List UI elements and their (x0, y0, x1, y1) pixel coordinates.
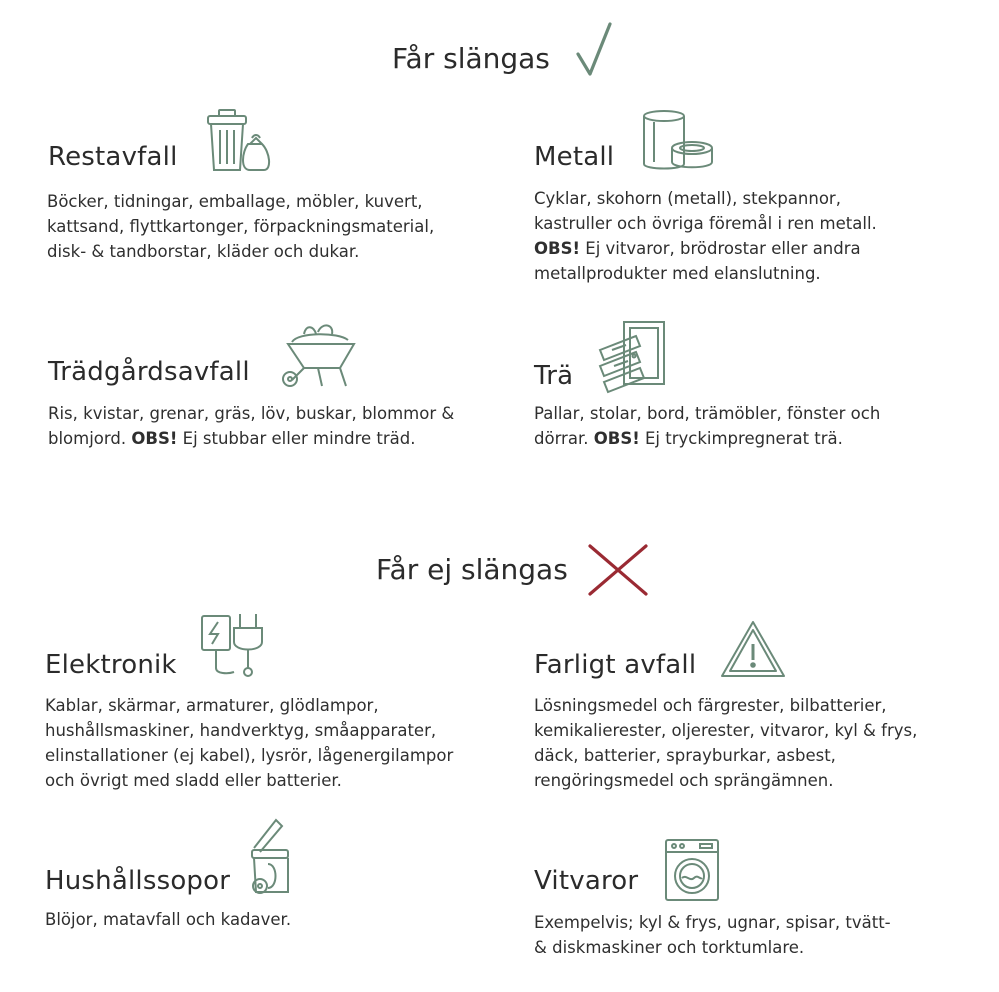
washing-machine-icon (664, 838, 720, 902)
metall-title: Metall (534, 142, 615, 172)
farligt-avfall-title: Farligt avfall (534, 650, 697, 680)
farligt-avfall-description: Lösningsmedel och färgrester, bilbatterier, kemikalierester, oljerester, vitvaror, kyl & frys, däck, batterier, sprayburkar, asbest, rengöringsmedel och sprängämnen. (534, 696, 918, 790)
power-plug-icon (200, 612, 268, 682)
hushallssopor-title: Hushållssopor (45, 866, 231, 896)
hushallssopor-description: Blöjor, matavfall och kadaver. (45, 910, 292, 929)
restavfall-description: Böcker, tidningar, emballage, möbler, kuvert, kattsand, flyttkartonger, förpackningsmaterial, disk- & tandborstar, kläder och dukar. (47, 192, 435, 261)
wheelbarrow-icon (278, 322, 358, 388)
cans-icon (640, 108, 716, 174)
wood-planks-door-icon (596, 320, 670, 394)
tra-title: Trä (534, 361, 574, 391)
obs-label: OBS! (534, 239, 581, 258)
wheelie-bin-icon (248, 818, 294, 898)
tradgardsavfall-title: Trädgårdsavfall (48, 357, 250, 387)
elektronik-description: Kablar, skärmar, armaturer, glödlampor, hushållsmaskiner, handverktyg, småapparater, elinstallationer (ej kabel), lysrör, lågenergilampor och övrigt med sladd eller batterier. (45, 696, 454, 790)
trash-bin-icon (204, 108, 272, 174)
metall-description: Cyklar, skohorn (metall), stekpannor, kastruller och övriga föremål i ren metall. OBS! Ej vitvaror, brödrostar eller andra metallprodukter med elanslutning. (534, 189, 877, 283)
vitvaror-title: Vitvaror (534, 866, 639, 896)
vitvaror-description: Exempelvis; kyl & frys, ugnar, spisar, tvätt- & diskmaskiner och torktumlare. (534, 913, 891, 957)
forbidden-heading: Får ej slängas (376, 553, 568, 586)
restavfall-title: Restavfall (48, 142, 178, 172)
elektronik-title: Elektronik (45, 650, 177, 680)
allowed-heading: Får slängas (392, 42, 550, 75)
cross-mark-icon (586, 542, 650, 598)
check-mark-icon (574, 20, 614, 78)
tra-description: Pallar, stolar, bord, trämöbler, fönster och dörrar. OBS! Ej tryckimpregnerat trä. (534, 404, 881, 448)
warning-triangle-icon (718, 618, 788, 680)
tradgardsavfall-description: Ris, kvistar, grenar, gräs, löv, buskar, blommor & blomjord. OBS! Ej stubbar eller mindre träd. (48, 404, 455, 448)
